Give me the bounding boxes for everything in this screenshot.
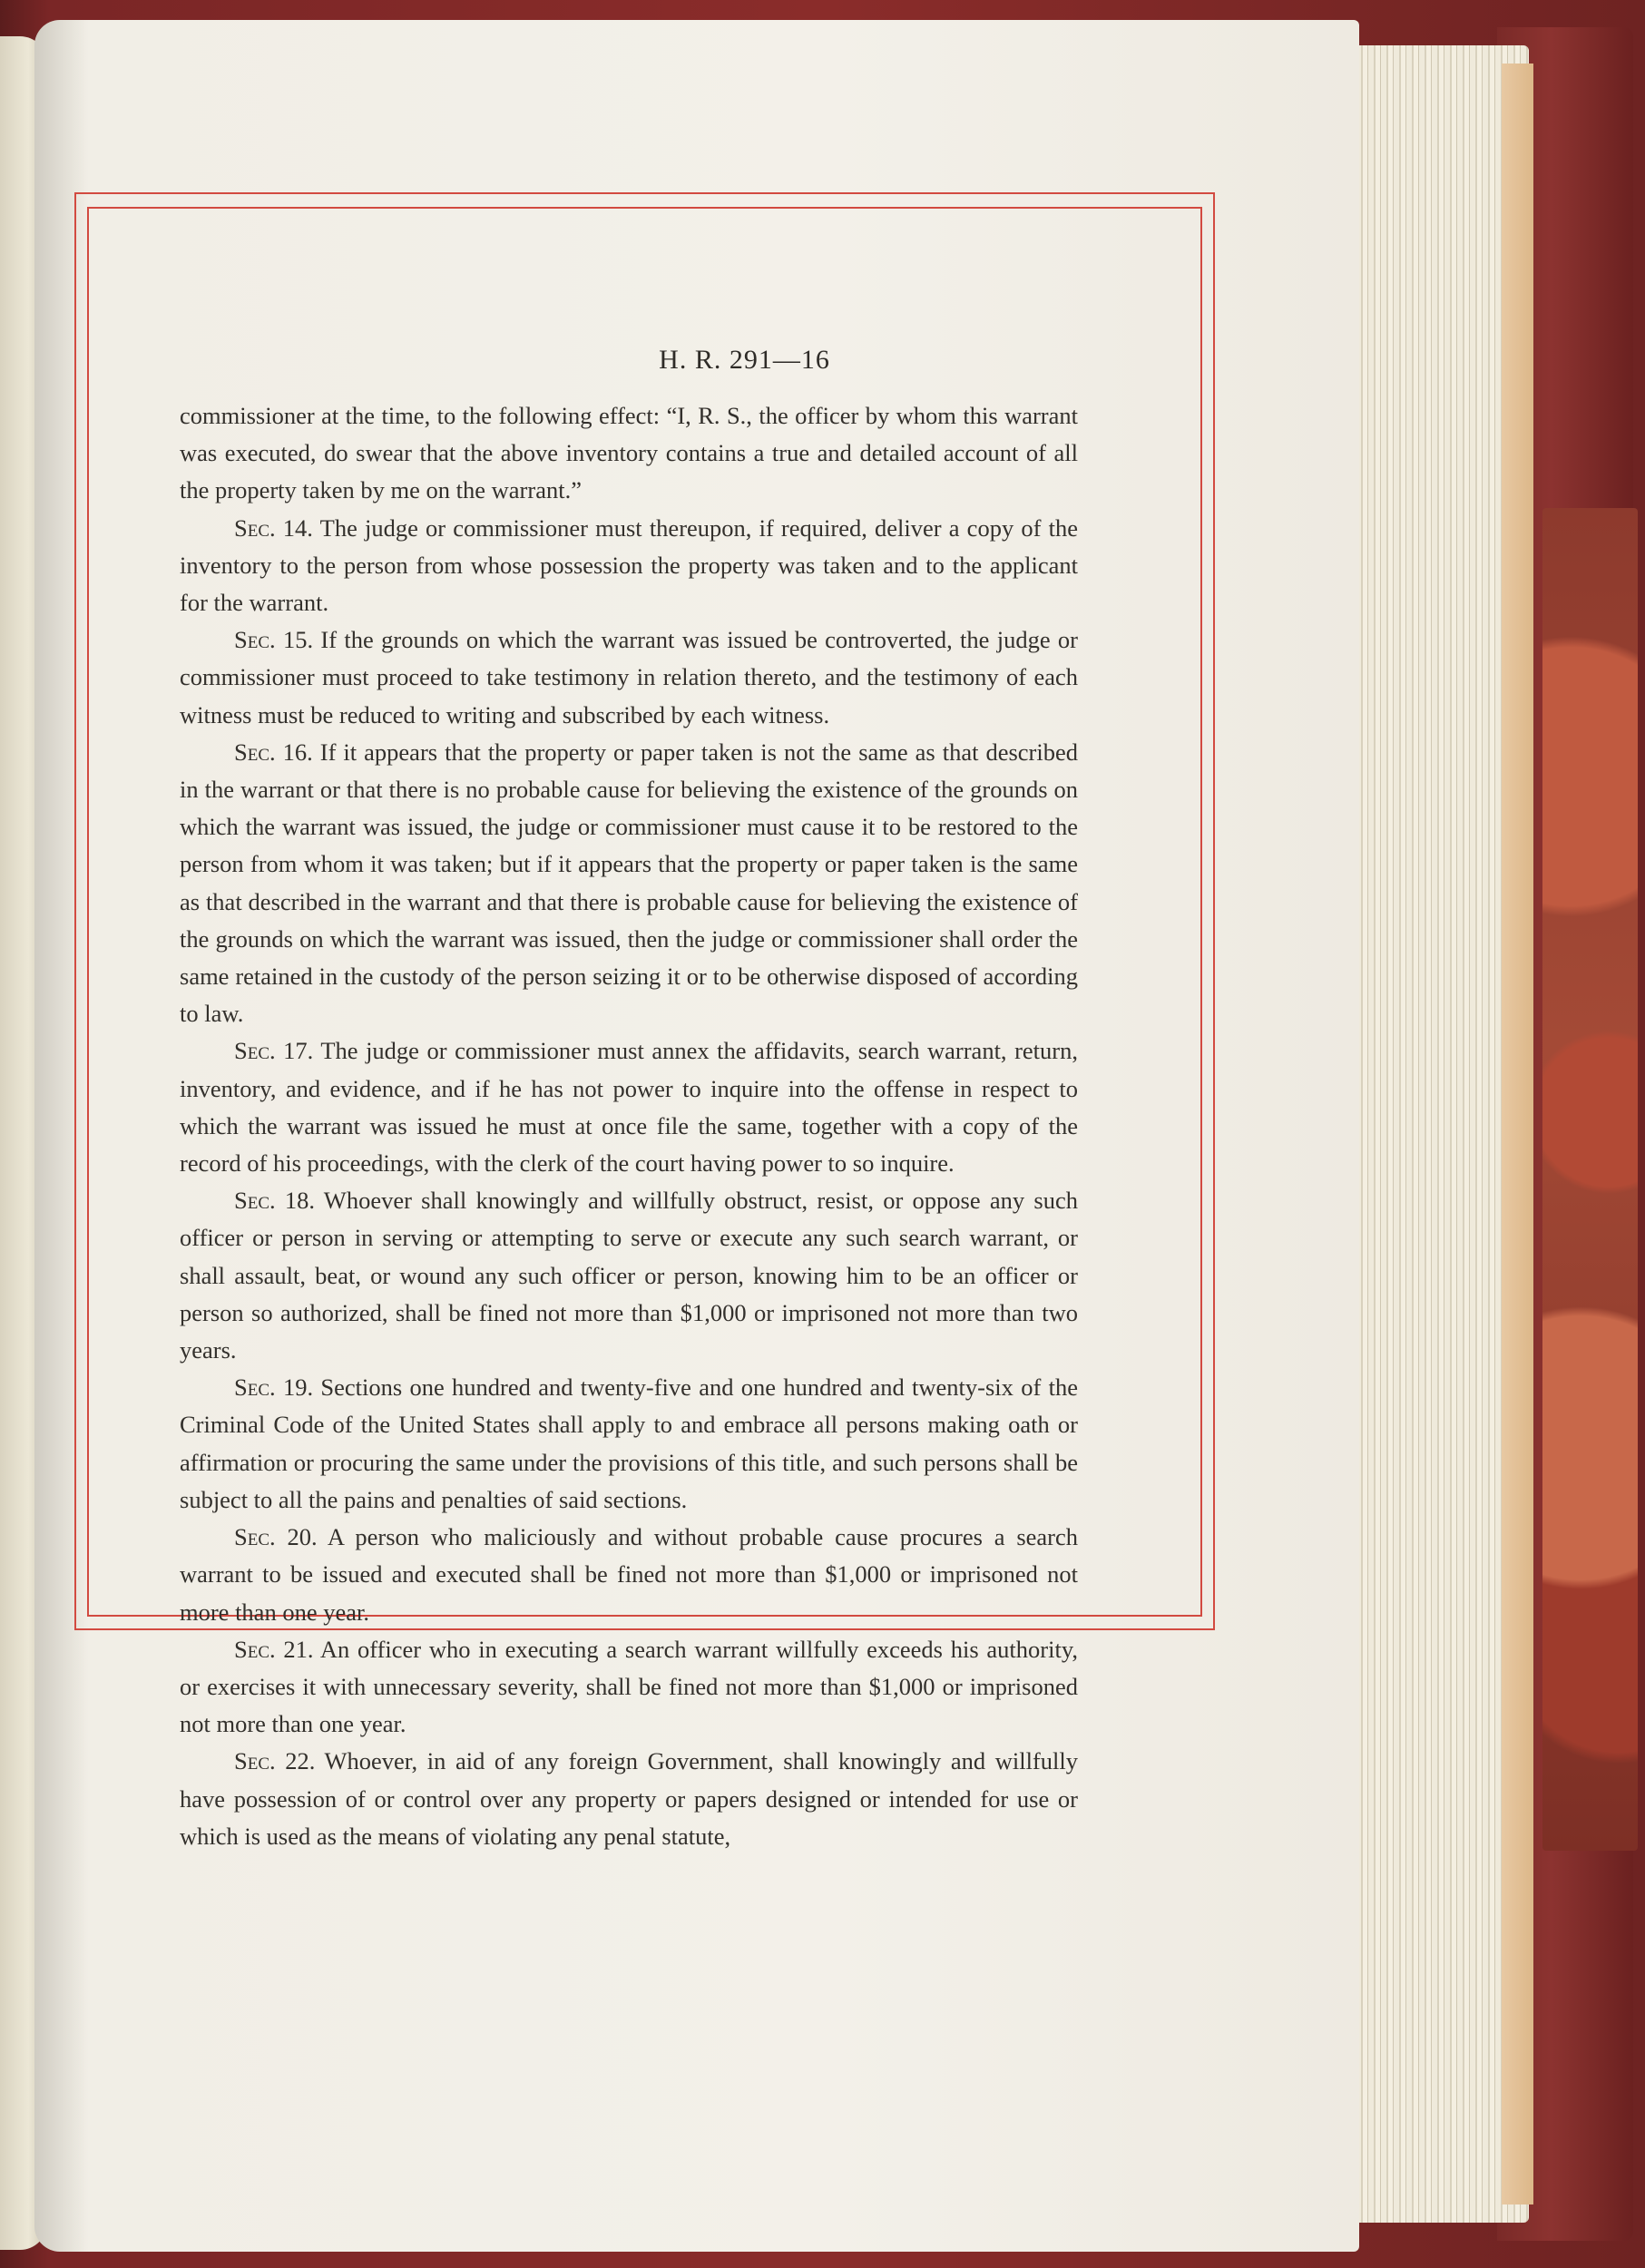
section-17 <box>180 1032 1078 1182</box>
section-18 <box>180 1182 1078 1369</box>
page-stack-gilt-edge <box>1502 64 1533 2204</box>
paragraph-text: The judge or commissioner must annex the affidavits, search warrant, return, inventory, and evidence, and if he has not power to inquire into the offense in respect to which the warrant was issued he must at once file the same, together with a copy of the record of his proceedings, with the clerk of the court having power to so inquire. <box>180 1037 1078 1178</box>
page-body <box>180 397 1078 1855</box>
paragraph-text: If the grounds on which the warrant was issued be controverted, the judge or commissioner must proceed to take testimony in relation thereto, and the testimony of each witness must be reduced to writing and subscribed by each witness. <box>180 626 1078 728</box>
section-15 <box>180 621 1078 734</box>
section-label: Sec. 17. <box>234 1037 314 1065</box>
section-21 <box>180 1631 1078 1744</box>
paragraph-text: commissioner at the time, to the following effect: “I, R. S., the officer by whom this warrant was executed, do swear that the above inventory contains a true and detailed account of all the property taken by me on the warrant.” <box>180 402 1078 504</box>
section-22 <box>180 1743 1078 1855</box>
section-label: Sec. 22. <box>234 1747 316 1775</box>
marbled-cover-panel <box>1542 508 1638 1851</box>
section-label: Sec. 21. <box>234 1635 314 1663</box>
paragraph-text: Sections one hundred and twenty-five and one hundred and twenty-six of the Criminal Code of the United States shall apply to and embrace all persons making oath or affirmation or procuring the same under the provisions of this title, and such persons shall be subject to all the pains and penalties of said sections. <box>180 1374 1078 1513</box>
paragraph-text: The judge or commissioner must thereupon, if required, deliver a copy of the inventory to the person from whose possession the property was taken and to the applicant for the warrant. <box>180 513 1078 617</box>
section-label: Sec. 16. <box>234 738 313 766</box>
section-19 <box>180 1369 1078 1519</box>
page-header <box>0 345 1645 376</box>
section-label: Sec. 15. <box>234 626 314 654</box>
paragraph-text: Whoever shall knowingly and willfully obstruct, resist, or oppose any such officer or person in serving or attempting to serve or execute any such search warrant, or shall assault, beat, or wound any such officer or person, knowing him to be an officer or person so authorized, shall be fined not more than $1,000 or imprisoned not more than two years. <box>180 1187 1078 1364</box>
section-label: Sec. 19. <box>234 1374 314 1402</box>
page-header-text: H. R. 291—16 <box>659 345 830 375</box>
paragraph-text: An officer who in executing a search warrant willfully exceeds his authority, or exercises it with unnecessary severity, shall be fined not more than $1,000 or imprisoned not more than one year. <box>180 1635 1078 1738</box>
paragraph-continued <box>180 397 1078 510</box>
section-16 <box>180 734 1078 1033</box>
section-label: Sec. 20. <box>234 1523 318 1551</box>
paragraph-text: If it appears that the property or paper taken is not the same as that described in the warrant or that there is no probable cause for believing the existence of the grounds on which the warrant was issued, the judge or commissioner must cause it to be restored to the person from whom it was taken; but if it appears that the property or paper taken is the same as that described in the warrant and that there is probable cause for believing the existence of the grounds on which the warrant was issued, then the judge or commissioner shall order the same retained in the custody of the person seizing it or to be otherwise disposed of according to law. <box>180 738 1078 1028</box>
section-20 <box>180 1519 1078 1631</box>
section-label: Sec. 18. <box>234 1187 316 1215</box>
section-14 <box>180 510 1078 622</box>
paragraph-text: A person who maliciously and without probable cause procures a search warrant to be issued and executed shall be fined not more than $1,000 or imprisoned not more than one year. <box>180 1523 1078 1626</box>
paragraph-text: Whoever, in aid of any foreign Government, shall knowingly and willfully have possession of or control over any property or papers designed or intended for use or which is used as the means of violating any penal statute, <box>180 1747 1078 1850</box>
section-label: Sec. 14. <box>234 513 313 542</box>
